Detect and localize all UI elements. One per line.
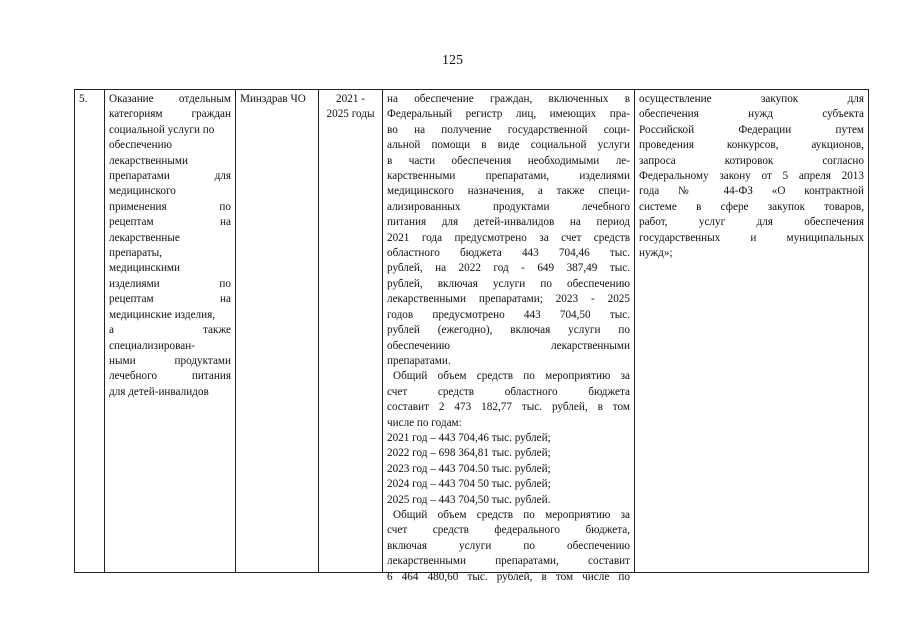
term-cell xyxy=(319,90,383,572)
financing-text-line: ализированных продуктами лечебного xyxy=(387,200,630,213)
measure-name-line: рецептам на xyxy=(109,293,231,306)
row-number: 5. xyxy=(79,93,88,105)
financing-text-line: лекарственными препаратами, составит xyxy=(387,555,630,568)
expected-result-line: года № 44-ФЗ «О контрактной xyxy=(639,185,864,198)
page-number: 125 xyxy=(442,53,463,68)
measure-name-line: лекарственными xyxy=(109,154,188,167)
measure-name-line: применения по xyxy=(109,200,231,213)
measure-name-line: категориям граждан xyxy=(109,108,231,121)
measure-name-line: а также xyxy=(109,324,231,337)
expected-result-line: нужд»; xyxy=(639,247,673,260)
measure-name-line: медицинскими xyxy=(109,262,180,275)
financing-text-line: Общий объем средств по мероприятию за xyxy=(393,508,630,521)
measure-name-line: изделиями по xyxy=(109,277,231,290)
financing-text-line: 2022 год – 698 364,81 тыс. рублей; xyxy=(387,447,551,460)
financing-text-line: 2021 года предусмотрено за счет средств xyxy=(387,231,630,244)
expected-result-line: государственных и муниципальных xyxy=(639,231,864,244)
financing-text-line: препаратами. xyxy=(387,354,451,367)
term-line: 2021 - xyxy=(336,93,365,105)
financing-text-line: на обеспечение граждан, включенных в xyxy=(387,93,630,105)
financing-text-line: включая услуги по обеспечению xyxy=(387,539,630,552)
measure-name-line: препараты, xyxy=(109,247,162,260)
financing-text-line: областного бюджета 443 704,46 тыс. xyxy=(387,247,630,260)
measure-name-line: рецептам на xyxy=(109,216,231,229)
measure-name-line: медицинского xyxy=(109,185,176,198)
executor: Минздрав ЧО xyxy=(240,93,306,105)
expected-result-line: Федеральному закону от 5 апреля 2013 xyxy=(639,170,864,183)
financing-cell xyxy=(383,90,635,583)
measure-name-line: лечебного питания xyxy=(109,370,231,383)
financing-text-line: 2024 год – 443 704 50 тыс. рублей; xyxy=(387,478,551,491)
financing-text-line: Общий объем средств по мероприятию за xyxy=(393,370,630,383)
financing-text-line: счет средств федерального бюджета, xyxy=(387,524,630,537)
financing-text-line: 2021 год – 443 704,46 тыс. рублей; xyxy=(387,431,551,444)
measure-name-line: для детей-инвалидов xyxy=(109,385,209,398)
measure-name-line: лекарственные xyxy=(109,231,180,244)
expected-result-line: проведения конкурсов, аукционов, xyxy=(639,139,864,152)
financing-text-line: счет средств областного бюджета xyxy=(387,385,630,398)
financing-text-line: рублей, включая услуги по обеспечению xyxy=(387,277,630,290)
expected-result-cell xyxy=(635,90,868,572)
row-number-cell xyxy=(75,90,105,572)
measure-name-line: ными продуктами xyxy=(109,354,231,367)
expected-result-line: осуществление закупок для xyxy=(639,93,864,105)
measure-name-line: Оказание отдельным xyxy=(109,93,231,105)
measure-name-line: препаратами для xyxy=(109,170,231,183)
financing-text-line: рублей, на 2022 год - 649 387,49 тыс. xyxy=(387,262,630,275)
financing-text-line: составит 2 473 182,77 тыс. рублей, в том xyxy=(387,401,630,414)
financing-text-line: во на получение государственной соци- xyxy=(387,123,630,136)
financing-text-line: в части обеспечения необходимыми ле- xyxy=(387,154,630,167)
financing-text-line: 2023 год – 443 704.50 тыс. рублей; xyxy=(387,462,551,475)
financing-text-line: питания для детей-инвалидов на период xyxy=(387,216,630,229)
financing-text-line: годов предусмотрено 443 704,50 тыс. xyxy=(387,308,630,321)
expected-result-line: обеспечения нужд субъекта xyxy=(639,108,864,121)
measures-table xyxy=(74,89,869,583)
financing-text-line: 2025 год – 443 704,50 тыс. рублей. xyxy=(387,493,551,506)
term-line: 2025 годы xyxy=(326,108,375,121)
financing-text-line: числе по годам: xyxy=(387,416,462,429)
expected-result-line: Российской Федерации путем xyxy=(639,123,864,136)
measure-name-cell xyxy=(105,90,236,572)
financing-text-line: Федеральный регистр лиц, имеющих пра- xyxy=(387,108,630,121)
financing-text-line: 6 464 480,60 тыс. рублей, в том числе по xyxy=(387,570,630,583)
expected-result-line: системе в сфере закупок товаров, xyxy=(639,200,864,213)
measure-name-line: медицинские изделия, xyxy=(109,308,216,321)
financing-text-line: альной помощи в виде социальной услуги xyxy=(387,139,630,152)
financing-text-line: лекарственными препаратами; 2023 - 2025 xyxy=(387,293,630,306)
expected-result-line: запроса котировок согласно xyxy=(639,154,864,167)
expected-result-line: работ, услуг для обеспечения xyxy=(639,216,864,229)
measure-name-line: обеспечению xyxy=(109,139,172,152)
measure-name-line: специализирован- xyxy=(109,339,195,352)
measure-name-line: социальной услуги по xyxy=(109,123,215,136)
financing-text-line: карственными препаратами, изделиями xyxy=(387,170,630,183)
financing-text-line: медицинского назначения, а также специ- xyxy=(387,185,630,198)
financing-text-line: рублей (ежегодно), включая услуги по xyxy=(387,324,630,337)
executor-cell xyxy=(236,90,319,572)
financing-text-line: обеспечению лекарственными xyxy=(387,339,630,352)
